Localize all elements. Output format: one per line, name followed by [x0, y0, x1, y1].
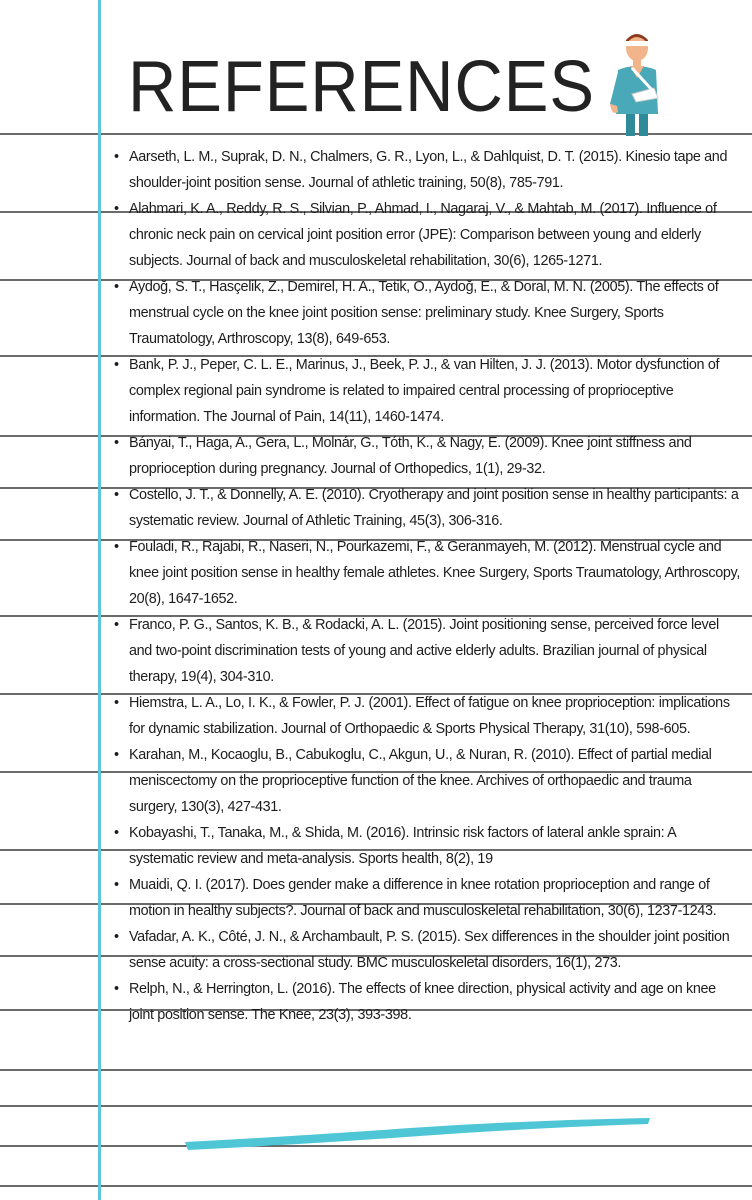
reference-item: • Hiemstra, L. A., Lo, I. K., & Fowler, P. J. (2001). Effect of fatigue on knee proprioception: implications for dynamic stabilization. Journal of Orthopaedic & Sports Physical Therapy, 31(10), 598-605.	[112, 690, 742, 742]
reference-item: • Fouladi, R., Rajabi, R., Naseri, N., Pourkazemi, F., & Geranmayeh, M. (2012). Menstrual cycle and knee joint position sense in healthy female athletes. Knee Surgery, Sports Traumatology, Arthroscopy, 20(8), 1647-1652.	[112, 534, 742, 612]
reference-item: • Aarseth, L. M., Suprak, D. N., Chalmers, G. R., Lyon, L., & Dahlquist, D. T. (2015). Kinesio tape and shoulder-joint position sense. Journal of athletic training, 50(8), 785-791.	[112, 144, 742, 196]
reference-item: • Muaidi, Q. I. (2017). Does gender make a difference in knee rotation proprioception and range of motion in healthy subjects?. Journal of back and musculoskeletal rehabilitation, 30(6), 1237-1243.	[112, 872, 742, 924]
doctor-illustration-icon	[602, 28, 672, 138]
reference-item: • Vafadar, A. K., Côté, J. N., & Archambault, P. S. (2015). Sex differences in the shoulder joint position sense acuity: a cross-sectional study. BMC musculoskeletal disorders, 16(1), 273.	[112, 924, 742, 976]
reference-list	[112, 144, 742, 1028]
reference-item: • Kobayashi, T., Tanaka, M., & Shida, M. (2016). Intrinsic risk factors of lateral ankle sprain: A systematic review and meta-analysis. Sports health, 8(2), 19	[112, 820, 742, 872]
reference-item: • Costello, J. T., & Donnelly, A. E. (2010). Cryotherapy and joint position sense in healthy participants: a systematic review. Journal of Athletic Training, 45(3), 306-316.	[112, 482, 742, 534]
decorative-brush-stroke	[180, 1110, 655, 1155]
reference-item: • Bank, P. J., Peper, C. L. E., Marinus, J., Beek, P. J., & van Hilten, J. J. (2013). Motor dysfunction of complex regional pain syndrome is related to impaired central processing of proprioceptive information. The Journal of Pain, 14(11), 1460-1474.	[112, 352, 742, 430]
notebook-margin-line	[98, 0, 101, 1200]
reference-item: • Franco, P. G., Santos, K. B., & Rodacki, A. L. (2015). Joint positioning sense, perceived force level and two-point discrimination tests of young and active elderly adults. Brazilian journal of physical therapy, 19(4), 304-310.	[112, 612, 742, 690]
page-title: REFERENCES	[128, 47, 595, 127]
reference-item: • Bányai, T., Haga, A., Gera, L., Molnár, G., Tóth, K., & Nagy, E. (2009). Knee joint stiffness and proprioception during pregnancy. Journal of Orthopedics, 1(1), 29-32.	[112, 430, 742, 482]
reference-item: • Karahan, M., Kocaoglu, B., Cabukoglu, C., Akgun, U., & Nuran, R. (2010). Effect of partial medial meniscectomy on the proprioceptive function of the knee. Archives of orthopaedic and trauma surgery, 130(3), 427-431.	[112, 742, 742, 820]
reference-item: • Relph, N., & Herrington, L. (2016). The effects of knee direction, physical activity and age on knee joint position sense. The Knee, 23(3), 393-398.	[112, 976, 742, 1028]
reference-item: • Aydoğ, S. T., Hasçelik, Z., Demirel, H. A., Tetik, O., Aydoğ, E., & Doral, M. N. (2005). The effects of menstrual cycle on the knee joint position sense: preliminary study. Knee Surgery, Sports Traumatology, Arthroscopy, 13(8), 649-653.	[112, 274, 742, 352]
reference-item: • Alahmari, K. A., Reddy, R. S., Silvian, P., Ahmad, I., Nagaraj, V., & Mahtab, M. (2017). Influence of chronic neck pain on cervical joint position error (JPE): Comparison between young and elderly subjects. Journal of back and musculoskeletal rehabilitation, 30(6), 1265-1271.	[112, 196, 742, 274]
